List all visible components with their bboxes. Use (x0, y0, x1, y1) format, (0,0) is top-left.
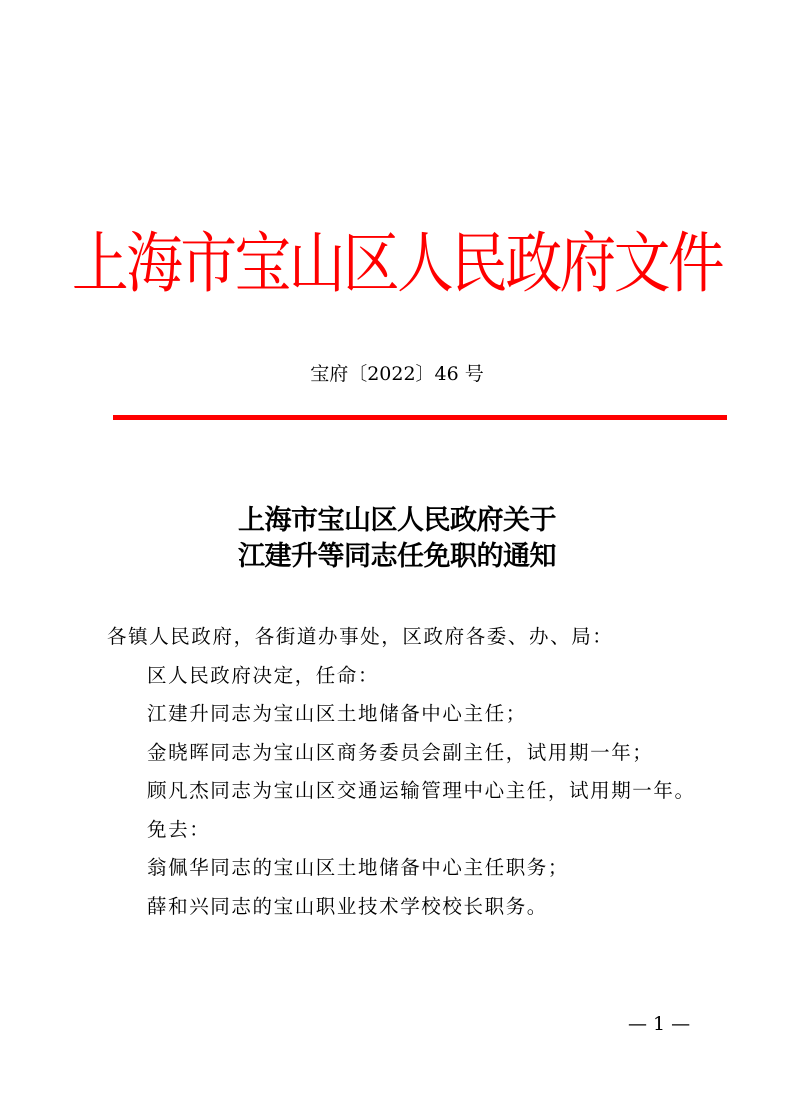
notice-title-line-2: 江建升等同志任免职的通知 (238, 541, 556, 572)
paragraph-appointment-3: 顾凡杰同志为宝山区交通运输管理中心主任，试用期一年。 (147, 779, 696, 802)
salutation: 各镇人民政府，各街道办事处，区政府各委、办、局： (107, 625, 614, 648)
notice-body (107, 624, 727, 932)
document-number: 宝府〔2022〕46 号 (310, 363, 484, 385)
notice-title-line-1: 上海市宝山区人民政府关于 (238, 505, 556, 536)
red-divider-line (113, 415, 727, 420)
notice-title (0, 503, 794, 575)
paragraph-appointment-1: 江建升同志为宝山区土地储备中心主任； (147, 702, 527, 725)
paragraph-removal-heading: 免去： (147, 817, 211, 841)
paragraph-appointment-2: 金晓晖同志为宝山区商务委员会副主任，试用期一年； (147, 740, 654, 764)
page-number: — 1 — (628, 1013, 691, 1035)
issuer-red-header: 上海市宝山区人民政府文件 (71, 225, 723, 302)
paragraph-decision: 区人民政府决定，任命： (147, 663, 380, 687)
paragraph-removal-1: 翁佩华同志的宝山区土地储备中心主任职务； (147, 856, 570, 879)
paragraph-removal-2: 薛和兴同志的宝山职业技术学校校长职务。 (147, 894, 548, 918)
